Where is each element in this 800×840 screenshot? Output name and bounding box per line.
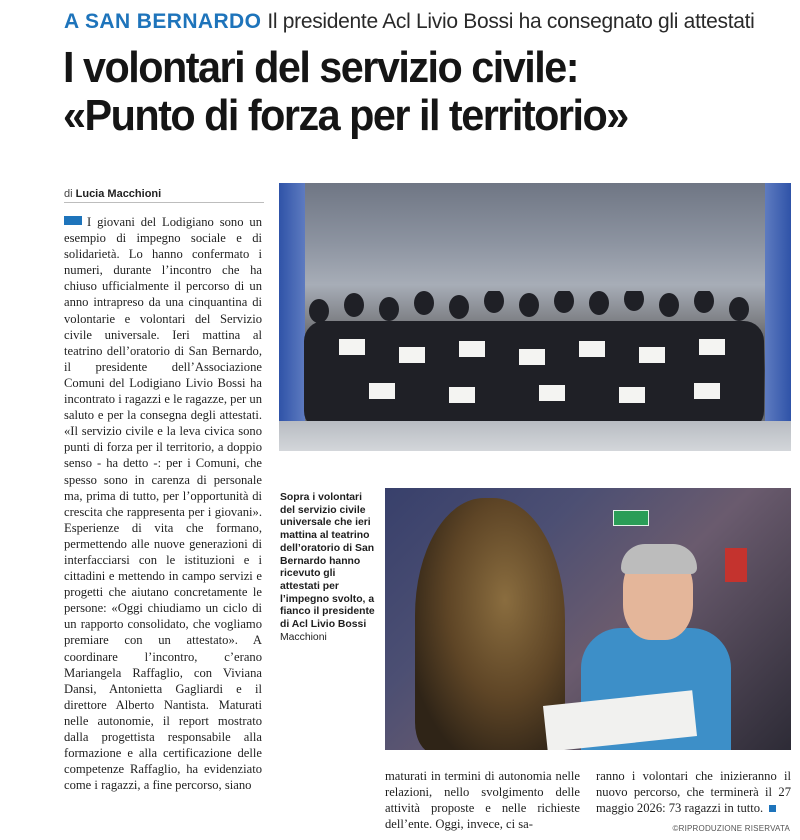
stage-floor [279,421,791,451]
column-1-text: I giovani del Lodigiano sono un esempio di impegno sociale e di solidarietà. Lo hanno confermato i numeri, durante l’incontro che ha chiuso ufficialmente il percorso di un anno intrapreso da una cinquantina di volontarie e volontari del Servizio civile universale. Ieri mattina al teatrino dell’oratorio di San Bernardo, il presidente dell’Associazione Comuni del Lodigiano Livio Bossi ha incontrato i ragazzi e le ragazze, per un saluto e per la consegna degli attestati. «Il servizio civile e la leva civica sono punti di forza per il territorio, a doppio senso - ha detto -: per i Comuni, che spesso sono in carenza di personale ma, prima di tutto, per l’opportunità di crescita che rappresenta per i giovani». Esperienze di vita che formano, permettendo alle nuove generazioni di interfacciarsi con le istituzioni e i cittadini e mettendo in campo servizi e progetti che aiutano concretamente le persone: «Oggi chiudiamo un ciclo di un rapporto consolidato, che vogliamo premiare con un attestato». A coordinare l’incontro, c’erano Mariangela Raffaglio, con Viviana Dansi, Antonietta Gagliardi e il direttore Alberto Nantista. Maturati nelle autonomie, il report mostrato dalla progettista responsabile alla formazione e alla certificazione delle competenze Raffaglio, ha evidenziato come i ragazzi, a fine percorso, siano [64,215,262,793]
headline [63,44,756,140]
photo-caption [280,492,378,644]
byline [64,188,264,203]
certificate-photo [385,488,791,750]
fire-extinguisher-sign-icon [725,548,747,582]
byline-author: Lucia Macchioni [75,188,162,200]
column-3-text: ranno i volontari che inizieranno il nuovo percorso, che terminerà il 27 maggio 2026: 73 ragazzi in tutto. [596,769,791,816]
photo-credit: Macchioni [280,631,327,643]
crowd-silhouettes [299,291,769,431]
caption-text: Sopra i volontari del servizio civile universale che ieri mattina al teatrino dell’oratorio di San Bernardo hanno ricevuto gli attestati per l’impegno svolto, a fianco il presidente di Acl Livio Bossi [280,492,375,631]
headline-line-2: «Punto di forza per il territorio» [63,91,628,140]
lead-marker [64,216,82,225]
president-hair [621,544,697,574]
volunteer-figure [415,498,565,750]
article-column-2: maturati in termini di autonomia nelle relazioni, nello svolgimento delle attività proposte e nelle richieste dell’ente. Oggi, invece, ci sa- [385,769,580,832]
byline-prefix: di [64,188,73,200]
exit-sign-icon [613,510,649,526]
kicker-subtitle: Il presidente Acl Livio Bossi ha consegnato gli attestati [267,10,755,33]
kicker-place: A SAN BERNARDO [64,10,262,33]
group-photo [279,183,791,451]
article-column-1 [64,214,262,793]
copyright-notice: ©RIPRODUZIONE RISERVATA [672,824,790,833]
headline-line-1: I volontari del servizio civile: [63,43,579,92]
kicker [64,8,794,36]
article-column-3 [596,768,791,816]
end-marker [769,805,776,812]
